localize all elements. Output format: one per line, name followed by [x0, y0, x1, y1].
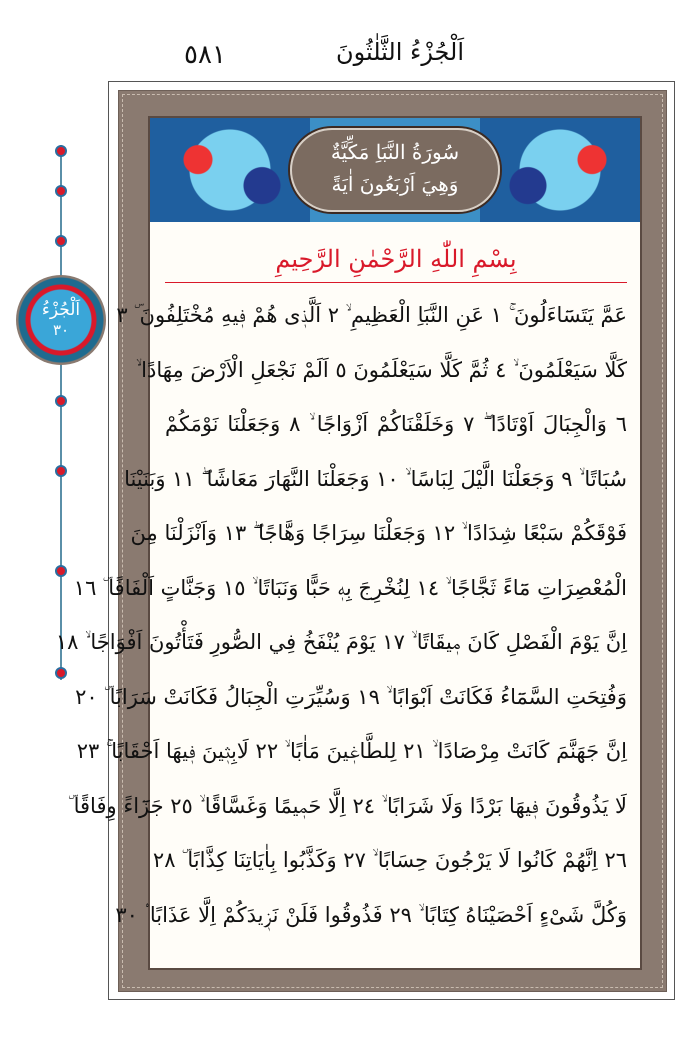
juz-medallion-number: ٣٠: [52, 321, 70, 339]
verse-line: وَفُتِحَتِ السَّمَٓاءُ فَكَانَتْ اَبْوَابًا ۙ ١٩ وَسُيِّرَتِ الْجِبَالُ فَكَانَتْ سَرَابًا ۜ ٢٠: [75, 684, 627, 709]
verse-line: الْمُعْصِرَاتِ مَٓاءً ثَجَّاجًا ۙ ١٤ لِنُخْرِجَ بِهٖ حَبًّا وَنَبَاتًا ۙ ١٥ وَجَنَّاتٍ اَلْفَافًا ۜ ١٦: [73, 575, 627, 600]
margin-ornament: [60, 145, 62, 680]
basmala: بِسْمِ اللّٰهِ الرَّحْمٰنِ الرَّحِيمِ: [165, 236, 627, 283]
verse-line: كَلَّا سَيَعْلَمُونَ ۙ ٤ ثُمَّ كَلَّا سَيَعْلَمُونَ ٥ اَلَمْ نَجْعَلِ الْاَرْضَ مِهَادًا ۙ: [135, 357, 627, 382]
surah-verse-count: وَهِيَ اَرْبَعُونَ اٰيَةً: [331, 172, 459, 196]
ornament-bead: [55, 395, 67, 407]
surah-banner: [150, 118, 640, 222]
ornament-bead: [55, 465, 67, 477]
ornament-bead: [55, 185, 67, 197]
verse-line: ٦ وَالْجِبَالَ اَوْتَادًا ۖ ٧ وَخَلَقْنَاكُمْ اَزْوَاجًا ۙ ٨ وَجَعَلْنَا نَوْمَكُمْ: [165, 412, 627, 436]
verse-line: عَمَّ يَتَسَٓاءَلُونَ ۚ ١ عَنِ النَّبَاِ الْعَظِيمِ ۙ ٢ اَلَّذٖى هُمْ فٖيهِ مُخْتَلِفُونَ ۜ ٣: [116, 303, 627, 327]
verse-line: اِنَّ يَوْمَ الْفَصْلِ كَانَ مٖيقَاتًا ۙ ١٧ يَوْمَ يُنْفَخُ فِي الصُّورِ فَتَأْتُونَ اَفْوَاجًا ۙ ١٨: [55, 630, 627, 654]
ornament-bead: [55, 565, 67, 577]
juz-title: اَلْجُزْءُ الثَّلٰثُونَ: [335, 38, 465, 66]
verse-line: لَا يَذُوقُونَ فٖيهَا بَرْدًا وَلَا شَرَابًا ۙ ٢٤ اِلَّا حَمٖيمًا وَغَسَّاقًا ۙ ٢٥ جَزَٓاءً وِفَاقًا ۜ: [68, 793, 627, 818]
floral-ornament-right: [480, 118, 640, 222]
verse-line: سُبَاتًا ۙ ٩ وَجَعَلْنَا الَّيْلَ لِبَاسًا ۙ ١٠ وَجَعَلْنَا النَّهَارَ مَعَاشًا ۖ ١١ وَبَنَيْنَا: [124, 466, 627, 491]
ornament-stem: [60, 145, 62, 680]
page-number: ٥٨١: [184, 40, 226, 70]
surah-title: سُورَةُ النَّبَاِ مَكِّيَّةٌ: [330, 140, 460, 164]
juz-medallion-label: اَلْجُزْءُ: [41, 300, 81, 320]
floral-ornament-left: [150, 118, 310, 222]
juz-medallion: [16, 275, 106, 365]
verse-line: فَوْقَكُمْ سَبْعًا شِدَادًا ۙ ١٢ وَجَعَلْنَا سِرَاجًا وَهَّاجًا ۖ ١٣ وَاَنْزَلْنَا مِنَ: [130, 521, 627, 545]
verse-line: وَكُلَّ شَیْءٍ اَحْصَيْنَاهُ كِتَابًا ۙ ٢٩ فَذُوقُوا فَلَنْ نَزٖيدَكُمْ اِلَّا عَذَابًا ۟ ٣٠: [115, 902, 627, 927]
ornament-bead: [55, 145, 67, 157]
verse-line: اِنَّ جَهَنَّمَ كَانَتْ مِرْصَادًا ۙ ٢١ لِلطَّاغٖينَ مَاٰبًا ۙ ٢٢ لَابِثٖينَ فٖيهَا اَحْقَابًا ۚ ٢٣: [76, 739, 627, 763]
verse-line: ٢٦ اِنَّهُمْ كَانُوا لَا يَرْجُونَ حِسَابًا ۙ ٢٧ وَكَذَّبُوا بِاٰيَاتِنَا كِذَّابًا ۜ ٢٨: [152, 848, 627, 872]
ornament-bead: [55, 235, 67, 247]
